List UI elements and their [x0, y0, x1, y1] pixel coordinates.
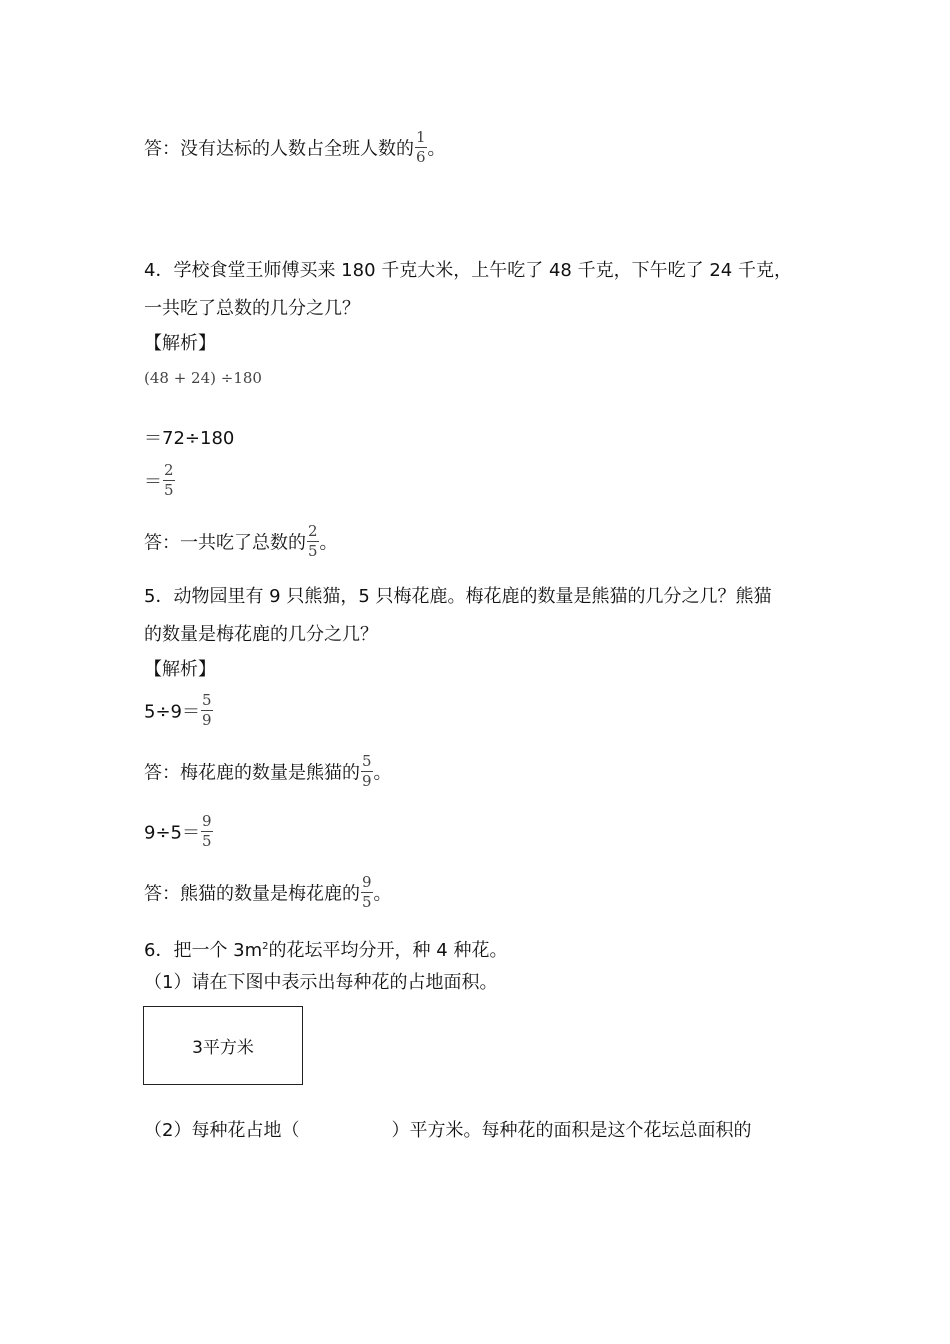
q6-line1-suffix: 的花坛平均分开，种 4 种花。	[268, 940, 508, 961]
q4-step1: (48 + 24) ÷180	[144, 369, 262, 387]
q4-step3-fraction	[163, 462, 175, 499]
fraction-denominator: 9	[362, 772, 372, 790]
q5-step2	[144, 812, 214, 852]
fraction-numerator: 5	[202, 691, 212, 709]
answer-q5-1	[144, 752, 392, 792]
flowerbed-rectangle	[143, 1006, 303, 1085]
answer-q3-text: 答：没有达标的人数占全班人数的	[144, 138, 414, 160]
answer-q5-2	[144, 873, 392, 913]
q5-step1-fraction	[201, 692, 213, 729]
q5-line1: 5．动物园里有 9 只熊猫，5 只梅花鹿。梅花鹿的数量是熊猫的几分之几？熊猫	[144, 586, 772, 607]
answer-q5-2-text: 答：熊猫的数量是梅花鹿的	[144, 883, 360, 905]
fraction-denominator: 6	[416, 148, 426, 166]
q6-part1: （1）请在下图中表示出每种花的占地面积。	[144, 972, 498, 993]
q5-step2-text: 9÷5＝	[144, 822, 200, 844]
fraction-numerator: 2	[164, 461, 174, 479]
equals-sign: ＝	[144, 471, 162, 493]
answer-q4-text: 答：一共吃了总数的	[144, 532, 306, 554]
fraction-numerator: 5	[362, 752, 372, 770]
answer-q4-suffix: 。	[319, 532, 338, 554]
q5-step1-text: 5÷9＝	[144, 701, 200, 723]
answer-q4-fraction	[307, 523, 319, 560]
fraction-numerator: 9	[362, 873, 372, 891]
fraction-numerator: 1	[416, 128, 426, 146]
q5-step1	[144, 691, 214, 731]
q4-step3	[144, 461, 176, 501]
q5-step2-fraction	[201, 813, 213, 850]
answer-q4	[144, 522, 338, 562]
answer-q5-1-suffix: 。	[373, 762, 392, 784]
q4-line1: 4．学校食堂王师傅买来 180 千克大米，上午吃了 48 千克，下午吃了 24 千克，	[144, 260, 792, 281]
superscript-exponent: 2	[262, 941, 269, 952]
q5-line2: 的数量是梅花鹿的几分之几？	[144, 624, 378, 645]
q6-part2-suffix: ）平方米。每种花的面积是这个花坛总面积的	[391, 1120, 752, 1141]
q6-line1	[144, 936, 507, 962]
fraction-denominator: 5	[202, 832, 212, 850]
q4-line2: 一共吃了总数的几分之几？	[144, 298, 360, 319]
flowerbed-area-label: 3平方米	[192, 1038, 254, 1058]
q4-analysis-heading: 【解析】	[144, 333, 216, 354]
fraction-numerator: 9	[202, 812, 212, 830]
answer-q5-1-text: 答：梅花鹿的数量是熊猫的	[144, 762, 360, 784]
fraction-numerator: 2	[308, 522, 318, 540]
answer-q3-suffix: 。	[427, 138, 446, 160]
answer-q5-1-fraction	[361, 753, 373, 790]
answer-q3	[144, 128, 446, 168]
q4-step2: ＝72÷180	[144, 428, 235, 449]
answer-q5-2-suffix: 。	[373, 883, 392, 905]
q6-line1-text: 6．把一个 3m	[144, 940, 263, 961]
answer-q5-2-fraction	[361, 874, 373, 911]
fraction-denominator: 5	[164, 481, 174, 499]
fraction-denominator: 5	[308, 542, 318, 560]
q6-part2	[144, 1120, 751, 1142]
q5-analysis-heading: 【解析】	[144, 659, 216, 680]
fraction-denominator: 9	[202, 711, 212, 729]
fraction-denominator: 5	[362, 893, 372, 911]
q6-part2-text: （2）每种花占地（	[144, 1120, 300, 1141]
answer-q3-fraction	[415, 129, 427, 166]
